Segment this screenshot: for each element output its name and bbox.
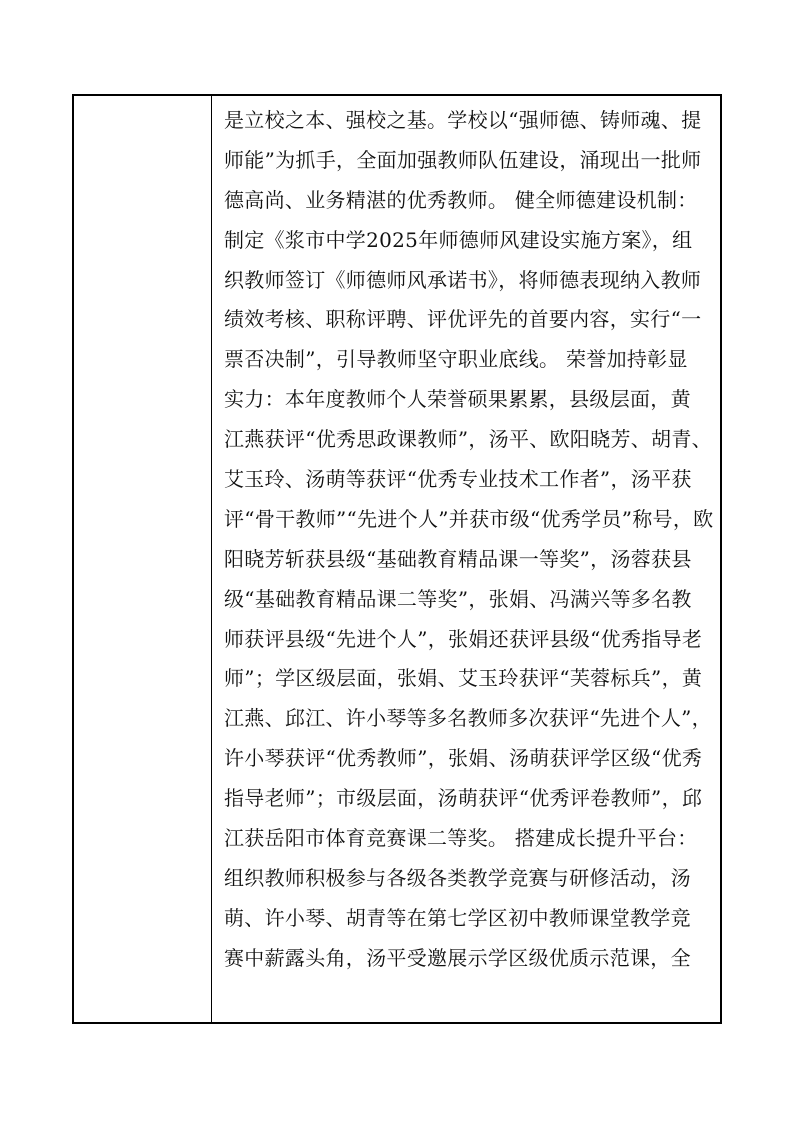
content-cell xyxy=(212,96,720,1022)
document-table xyxy=(72,94,722,1024)
text-line: 师”；学区级层面，张娟、艾玉玲获评“芙蓉标兵”，黄 xyxy=(224,666,703,691)
text-line: 票否决制”，引导教师坚守职业底线。 荣誉加持彰显 xyxy=(224,347,688,372)
text-line: 组织教师积极参与各级各类教学竞赛与研修活动，汤 xyxy=(224,865,691,890)
text-line: 江燕、邱江、许小琴等多名教师多次获评“先进个人”， xyxy=(224,706,712,731)
text-line: 指导老师”；市级层面，汤萌获评“优秀评卷教师”，邱 xyxy=(224,786,703,811)
text-line: 师获评县级“先进个人”，张娟还获评县级“优秀指导老 xyxy=(224,626,703,651)
text-line: 江燕获评“优秀思政课教师”，汤平、欧阳晓芳、胡青、 xyxy=(224,427,712,452)
text-line: 许小琴获评“优秀教师”，张娟、汤萌获评学区级“优秀 xyxy=(224,746,703,771)
left-column-cell xyxy=(74,96,212,1022)
text-line: 德高尚、业务精湛的优秀教师。 健全师德建设机制： xyxy=(224,187,698,212)
text-line: 赛中薪露头角，汤平受邀展示学区级优质示范课，全 xyxy=(224,945,691,970)
text-line: 师能”为抓手，全面加强教师队伍建设，涌现出一批师 xyxy=(224,147,702,172)
text-line: 实力：本年度教师个人荣誉硕果累累，县级层面，黄 xyxy=(224,387,691,412)
text-line: 江获岳阳市体育竞赛课二等奖。 搭建成长提升平台： xyxy=(224,826,698,851)
text-line: 级“基础教育精品课二等奖”，张娟、冯满兴等多名教 xyxy=(224,586,692,611)
text-line: 织教师签订《师德师风承诺书》，将师德表现纳入教师 xyxy=(224,267,702,292)
text-line: 绩效考核、职称评聘、评优评先的首要内容，实行“一 xyxy=(224,307,702,332)
text-line: 是立校之本、强校之基。学校以“强师德、铸师魂、提 xyxy=(224,108,702,132)
text-line: 阳晓芳斩获县级“基础教育精品课一等奖”，汤蓉获县 xyxy=(224,546,692,571)
text-line: 萌、许小琴、胡青等在第七学区初中教师课堂教学竞 xyxy=(224,905,691,930)
text-line: 艾玉玲、汤萌等获评“优秀专业技术工作者”，汤平获 xyxy=(224,467,692,492)
text-line: 制定《浆市中学2025年师德师风建设实施方案》，组 xyxy=(224,227,693,252)
text-line: 评“骨干教师”“先进个人”并获市级“优秀学员”称号，欧 xyxy=(224,506,714,531)
